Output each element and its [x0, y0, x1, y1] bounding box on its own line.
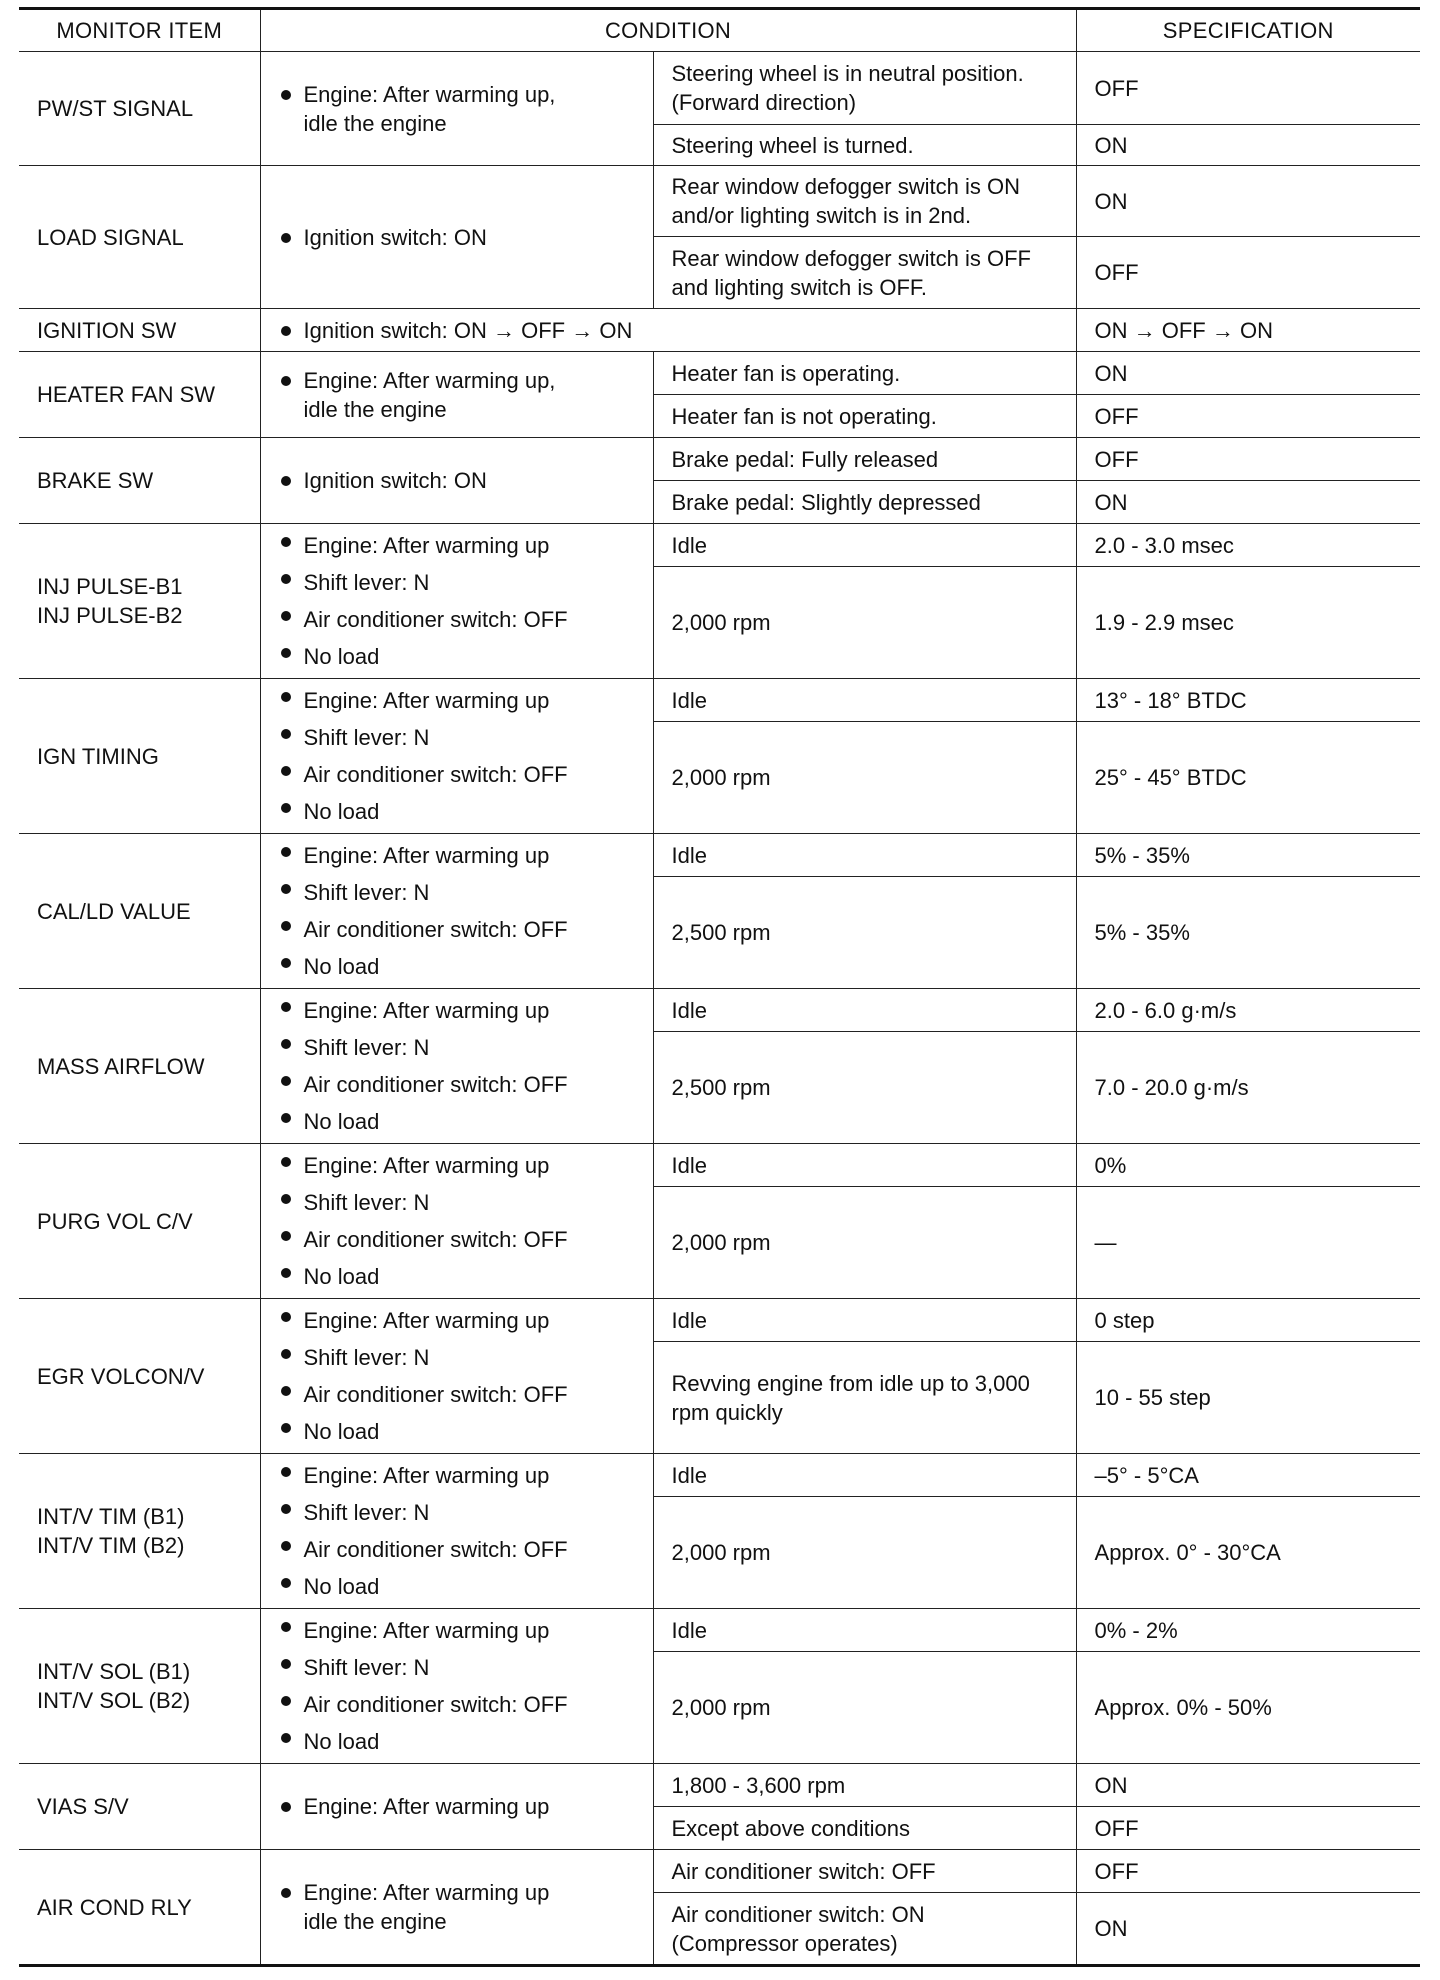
sub-condition-line: Rear window defogger switch is OFF: [671, 245, 1031, 271]
condition-bullet: Engine: After warming up: [279, 1302, 635, 1339]
sub-condition: [653, 237, 1076, 309]
condition-bullet: Air conditioner switch: OFF: [279, 1066, 635, 1103]
table-row: [19, 1764, 1420, 1807]
condition-bullet: Air conditioner switch: OFF: [279, 1531, 635, 1568]
table-row: [19, 309, 1420, 352]
monitor-item: PURG VOL C/V: [19, 1144, 260, 1299]
monitor-item: MASS AIRFLOW: [19, 989, 260, 1144]
table-row: [19, 1609, 1420, 1652]
sub-condition-line: Steering wheel is in neutral position.: [671, 61, 1024, 86]
sub-condition: [653, 1342, 1076, 1454]
specification: 0% - 2%: [1076, 1609, 1420, 1652]
specification: ON: [1076, 1764, 1420, 1807]
specification: 13° - 18° BTDC: [1076, 679, 1420, 722]
sub-condition-line: and lighting switch is OFF.: [671, 274, 928, 300]
monitor-item: LOAD SIGNAL: [19, 166, 260, 309]
specification: 10 - 55 step: [1076, 1342, 1420, 1454]
condition-bullet: No load: [279, 1258, 635, 1295]
monitor-item-line: INT/V TIM (B2): [37, 1533, 185, 1558]
specification: 2.0 - 6.0 g·m/s: [1076, 989, 1420, 1032]
sub-condition-line: Revving engine from idle up to 3,000: [671, 1370, 1030, 1396]
table-row: [19, 352, 1420, 395]
condition-bullet: Shift lever: N: [279, 1649, 635, 1686]
sub-condition: [653, 1893, 1076, 1966]
sub-condition-line: and/or lighting switch is in 2nd.: [671, 203, 972, 228]
condition-bullet: Shift lever: N: [279, 1494, 635, 1531]
monitor-item: [19, 1454, 260, 1609]
sub-condition: Brake pedal: Fully released: [653, 438, 1076, 481]
monitor-item-line: INT/V SOL (B2): [37, 1688, 191, 1713]
monitor-item: [19, 1609, 260, 1764]
table-row: [19, 1850, 1420, 1893]
monitor-item: BRAKE SW: [19, 438, 260, 524]
condition-continuation: idle the engine: [303, 110, 447, 136]
table-row: [19, 834, 1420, 877]
specification: –5° - 5°CA: [1076, 1454, 1420, 1497]
sub-condition: Idle: [653, 524, 1076, 567]
condition-bullet: No load: [279, 793, 635, 830]
condition: [260, 1299, 653, 1454]
monitor-item: HEATER FAN SW: [19, 352, 260, 438]
specification: Approx. 0° - 30°CA: [1076, 1497, 1420, 1609]
table-row: [19, 1144, 1420, 1187]
condition-bullet: Air conditioner switch: OFF: [279, 1376, 635, 1413]
condition: [260, 834, 653, 989]
specification: ON: [1076, 481, 1420, 524]
condition: [260, 1764, 653, 1850]
specification: ON → OFF → ON: [1076, 309, 1420, 352]
table-row: [19, 679, 1420, 722]
sub-condition: [653, 166, 1076, 237]
monitor-item-line: INJ PULSE-B2: [37, 603, 183, 628]
sub-condition: 2,500 rpm: [653, 1032, 1076, 1144]
monitor-item: PW/ST SIGNAL: [19, 52, 260, 166]
condition: [260, 524, 653, 679]
condition-bullet: Shift lever: N: [279, 1184, 635, 1221]
table-row: [19, 524, 1420, 567]
monitor-item: EGR VOLCON/V: [19, 1299, 260, 1454]
condition-bullet: Ignition switch: ON: [279, 466, 635, 495]
sub-condition: Idle: [653, 989, 1076, 1032]
sub-condition: 2,000 rpm: [653, 1652, 1076, 1764]
specification: ON: [1076, 166, 1420, 237]
specification: 7.0 - 20.0 g·m/s: [1076, 1032, 1420, 1144]
specification: ON: [1076, 125, 1420, 166]
condition-bullet: Engine: After warming up: [279, 1457, 635, 1494]
sub-condition-line: Air conditioner switch: ON: [671, 1901, 925, 1927]
specification: ON: [1076, 1893, 1420, 1966]
condition-bullet: Air conditioner switch: OFF: [279, 756, 635, 793]
condition: [260, 352, 653, 438]
specification: OFF: [1076, 1850, 1420, 1893]
monitor-item-line: INJ PULSE-B1: [37, 574, 183, 599]
sub-condition: Idle: [653, 1454, 1076, 1497]
condition: [260, 1454, 653, 1609]
sub-condition: Except above conditions: [653, 1807, 1076, 1850]
condition-bullet: Air conditioner switch: OFF: [279, 601, 635, 638]
condition-bullet: Engine: After warming up: [279, 1612, 635, 1649]
condition: [260, 1609, 653, 1764]
sub-condition: Brake pedal: Slightly depressed: [653, 481, 1076, 524]
sub-condition: Heater fan is operating.: [653, 352, 1076, 395]
sub-condition-line: rpm quickly: [671, 1399, 783, 1425]
sub-condition: [653, 52, 1076, 125]
condition: [260, 989, 653, 1144]
sub-condition: Heater fan is not operating.: [653, 395, 1076, 438]
header-specification: SPECIFICATION: [1076, 9, 1420, 52]
condition: [260, 166, 653, 309]
condition-bullet: Ignition switch: ON → OFF → ON: [279, 316, 1058, 345]
condition-continuation: idle the engine: [303, 396, 447, 422]
monitor-item: [19, 524, 260, 679]
sub-condition: Idle: [653, 1299, 1076, 1342]
sub-condition: 2,000 rpm: [653, 722, 1076, 834]
sub-condition-line: Rear window defogger switch is ON: [671, 174, 1020, 199]
monitor-item-line: INT/V TIM (B1): [37, 1504, 185, 1529]
condition-bullet: Ignition switch: ON: [279, 223, 635, 252]
sub-condition: 2,000 rpm: [653, 1497, 1076, 1609]
specification: OFF: [1076, 1807, 1420, 1850]
condition-bullet: Engine: After warming up: [279, 1792, 635, 1821]
specification: 2.0 - 3.0 msec: [1076, 524, 1420, 567]
condition: [260, 309, 1076, 352]
specification: OFF: [1076, 237, 1420, 309]
condition-bullet: Shift lever: N: [279, 564, 635, 601]
specification: 5% - 35%: [1076, 877, 1420, 989]
header-row: [19, 9, 1420, 52]
table-row: [19, 1454, 1420, 1497]
specification: ON: [1076, 352, 1420, 395]
specification: 1.9 - 2.9 msec: [1076, 567, 1420, 679]
table-row: [19, 989, 1420, 1032]
condition-bullet: No load: [279, 1723, 635, 1760]
condition-bullet: Engine: After warming up: [279, 1147, 635, 1184]
condition-bullet: Engine: After warming up: [279, 1878, 635, 1907]
sub-condition: 2,500 rpm: [653, 877, 1076, 989]
sub-condition: Idle: [653, 834, 1076, 877]
condition-bullet: Engine: After warming up,: [279, 366, 635, 395]
table-row: [19, 1299, 1420, 1342]
condition-bullet: Shift lever: N: [279, 1029, 635, 1066]
monitor-item: IGNITION SW: [19, 309, 260, 352]
condition-bullet: Air conditioner switch: OFF: [279, 1221, 635, 1258]
condition-continuation: idle the engine: [303, 1909, 447, 1934]
condition-bullet: No load: [279, 1103, 635, 1140]
table-row: [19, 52, 1420, 125]
sub-condition: Air conditioner switch: OFF: [653, 1850, 1076, 1893]
header-condition: CONDITION: [260, 9, 1076, 52]
condition: [260, 1144, 653, 1299]
condition: [260, 52, 653, 166]
condition-bullet: Engine: After warming up: [279, 992, 635, 1029]
specification: —: [1076, 1187, 1420, 1299]
sub-condition: Idle: [653, 1144, 1076, 1187]
sub-condition: Steering wheel is turned.: [653, 125, 1076, 166]
monitor-spec-table-container: [19, 7, 1420, 1967]
condition: [260, 1850, 653, 1966]
condition-bullet: Shift lever: N: [279, 1339, 635, 1376]
condition-bullet: No load: [279, 948, 635, 985]
monitor-item: AIR COND RLY: [19, 1850, 260, 1966]
monitor-spec-table: [19, 7, 1420, 1967]
sub-condition: Idle: [653, 1609, 1076, 1652]
condition-bullet: No load: [279, 1568, 635, 1605]
specification: 25° - 45° BTDC: [1076, 722, 1420, 834]
sub-condition: 2,000 rpm: [653, 567, 1076, 679]
specification: 0 step: [1076, 1299, 1420, 1342]
condition-bullet: Engine: After warming up: [279, 682, 635, 719]
monitor-item: CAL/LD VALUE: [19, 834, 260, 989]
condition: [260, 679, 653, 834]
specification: OFF: [1076, 438, 1420, 481]
sub-condition-line: (Compressor operates): [671, 1930, 898, 1956]
sub-condition: 2,000 rpm: [653, 1187, 1076, 1299]
specification: 0%: [1076, 1144, 1420, 1187]
condition-bullet: Shift lever: N: [279, 719, 635, 756]
condition-bullet: Engine: After warming up,: [279, 80, 635, 109]
sub-condition: Idle: [653, 679, 1076, 722]
monitor-item: VIAS S/V: [19, 1764, 260, 1850]
monitor-item-line: INT/V SOL (B1): [37, 1659, 191, 1684]
specification: OFF: [1076, 395, 1420, 438]
table-row: [19, 166, 1420, 237]
condition-bullet: Engine: After warming up: [279, 837, 635, 874]
condition-bullet: Air conditioner switch: OFF: [279, 1686, 635, 1723]
condition-bullet: Shift lever: N: [279, 874, 635, 911]
specification: Approx. 0% - 50%: [1076, 1652, 1420, 1764]
condition-bullet: No load: [279, 638, 635, 675]
condition-bullet: Air conditioner switch: OFF: [279, 911, 635, 948]
condition-bullet: Engine: After warming up: [279, 527, 635, 564]
specification: 5% - 35%: [1076, 834, 1420, 877]
monitor-item: IGN TIMING: [19, 679, 260, 834]
condition-bullet: No load: [279, 1413, 635, 1450]
header-monitor-item: MONITOR ITEM: [19, 9, 260, 52]
sub-condition: 1,800 - 3,600 rpm: [653, 1764, 1076, 1807]
specification: OFF: [1076, 52, 1420, 125]
table-row: [19, 438, 1420, 481]
sub-condition-line: (Forward direction): [671, 90, 857, 115]
condition: [260, 438, 653, 524]
